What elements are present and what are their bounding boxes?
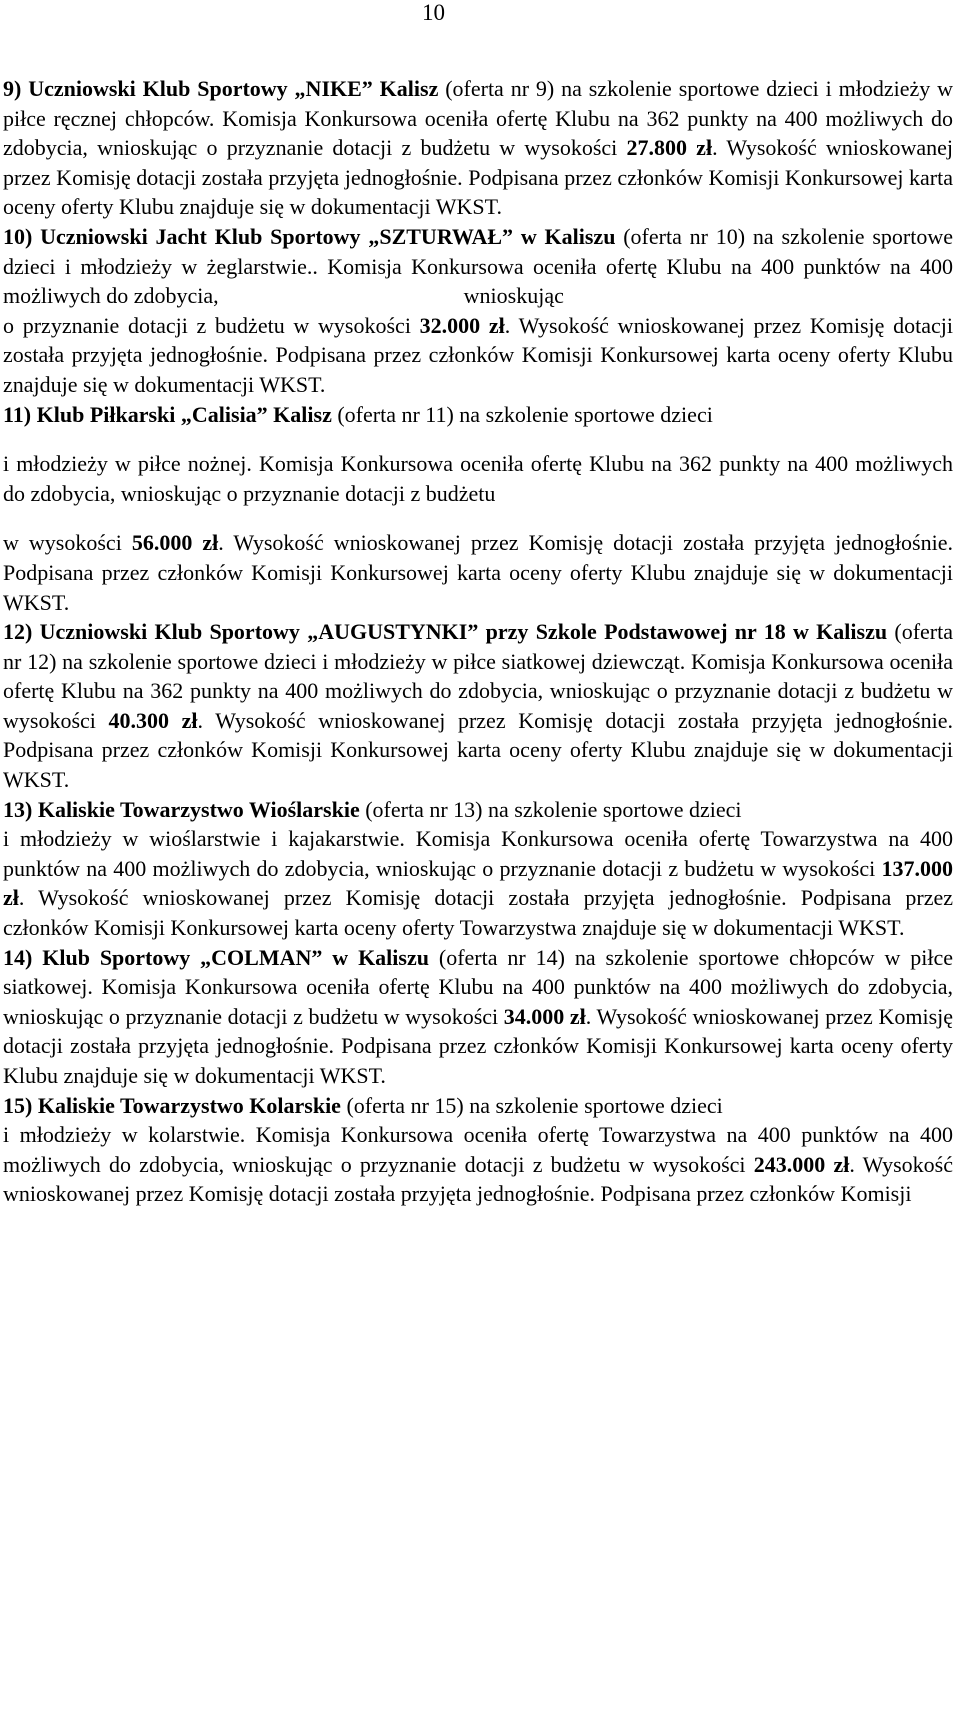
entry-amount: 243.000 zł	[753, 1151, 850, 1177]
entry-number: 15)	[3, 1092, 33, 1118]
entry-amount: 40.300 zł	[108, 707, 198, 733]
entry-text: (oferta nr 14) na szkolenie sportowe chłopców w piłce siatkowej. Komisja Konkursowa oceniła ofertę Klubu na 400 punktów na 400 możliwych do zdobycia, wnioskując o przyznanie dotacji z budżetu w wysokości	[3, 944, 953, 1029]
entry-text-end: . Wysokość wnioskowanej przez Komisję dotacji została przyjęta jednogłośnie. Podpisana przez członków Komisji	[3, 1151, 953, 1207]
entry-number: 13)	[3, 796, 33, 822]
entry-text: o przyznanie dotacji z budżetu w wysokości	[3, 312, 420, 338]
entry-club-name: Kaliskie Towarzystwo Wioślarskie	[37, 796, 360, 822]
entry-15	[3, 1091, 953, 1209]
entry-text: (oferta nr 15) na szkolenie sportowe dzieci	[340, 1092, 723, 1118]
entry-text-end: . Wysokość wnioskowanej przez Komisję dotacji została przyjęta jednogłośnie. Podpisana przez członków Komisji Konkursowej karta oceny oferty Klubu znajduje się w dokumentacji WKST.	[3, 1003, 954, 1088]
entry-11	[3, 400, 953, 618]
entry-club-name: Uczniowski Klub Sportowy „AUGUSTYNKI” przy Szkole Podstawowej nr 18 w Kaliszu	[39, 619, 888, 645]
entry-club-name: Uczniowski Klub Sportowy „NIKE” Kalisz	[28, 76, 439, 101]
entry-text: w wysokości	[3, 530, 132, 556]
document-body	[3, 74, 953, 1209]
entry-amount: 137.000 zł	[3, 855, 953, 911]
entry-text: wnioskując	[463, 283, 564, 309]
entry-text-end: . Wysokość wnioskowanej przez Komisję dotacji została przyjęta jednogłośnie. Podpisana przez członków Komisji Konkursowej karta oceny oferty Klubu znajduje się w dokumentacji WKST.	[3, 707, 953, 793]
entry-9	[3, 74, 953, 222]
entry-amount: 34.000 zł	[503, 1003, 586, 1029]
entry-14	[3, 943, 953, 1091]
entry-13	[3, 795, 953, 943]
entry-text: (oferta nr 13) na szkolenie sportowe dzieci	[359, 796, 742, 822]
entry-text: i młodzieży w wioślarstwie i kajakarstwie. Komisja Konkursowa oceniła ofertę Towarzystwa na 400 punktów na 400 możliwych do zdobycia, wnioskując o przyznanie dotacji z budżetu w wysokości	[3, 826, 953, 881]
entry-number: 10)	[3, 223, 33, 249]
page-number: 10	[422, 0, 445, 25]
entry-text-end: . Wysokość wnioskowanej przez Komisję dotacji została przyjęta jednogłośnie. Podpisana przez członków Komisji Konkursowej karta oceny oferty Klubu znajduje się w dokumentacji WKST.	[3, 312, 953, 397]
entry-amount: 27.800 zł	[626, 135, 713, 161]
entry-club-name: Klub Piłkarski „Calisia” Kalisz	[36, 401, 332, 427]
entry-text: (oferta nr 12) na szkolenie sportowe dzieci i młodzieży w piłce siatkowej dziewcząt. Komisja Konkursowa oceniła ofertę Klubu na 362 punkty na 400 możliwych do zdobycia, wnioskując o przyznanie dotacji z budżetu w wysokości	[3, 619, 953, 733]
entry-amount: 32.000 zł	[419, 312, 505, 338]
entry-number: 12)	[3, 619, 33, 645]
entry-club-name: Kaliskie Towarzystwo Kolarskie	[37, 1092, 341, 1118]
entry-text: (oferta nr 10) na szkolenie sportowe dzieci i młodzieży w żeglarstwie.. Komisja Konkursowa oceniła ofertę Klubu na 400 punktów na 400 możliwych do zdobycia,	[3, 223, 953, 309]
entry-text: (oferta nr 9) na szkolenie sportowe dzieci i młodzieży w piłce ręcznej chłopców. Komisja Konkursowa oceniła ofertę Klubu na 362 punkty na 400 możliwych do zdobycia, wnioskując o przyznanie dotacji z budżetu w wysokości	[3, 76, 954, 161]
entry-text-end: . Wysokość wnioskowanej przez Komisję dotacji została przyjęta jednogłośnie. Podpisana przez członków Komisji Konkursowej karta oceny oferty Klubu znajduje się w dokumentacji WKST.	[3, 135, 954, 220]
entry-text-end: . Wysokość wnioskowanej przez Komisję dotacji została przyjęta jednogłośnie. Podpisana przez członków Komisji Konkursowej karta oceny oferty Klubu znajduje się w dokumentacji WKST.	[3, 530, 953, 615]
entry-number: 14)	[3, 944, 33, 970]
entry-12	[3, 617, 953, 795]
entry-club-name: Uczniowski Jacht Klub Sportowy „SZTURWAŁ” w Kaliszu	[40, 223, 616, 249]
entry-text: i młodzieży w piłce nożnej. Komisja Konkursowa oceniła ofertę Klubu na 362 punkty na 400 możliwych do zdobycia, wnioskując o przyznanie dotacji z budżetu	[3, 451, 953, 506]
entry-club-name: Klub Sportowy „COLMAN” w Kaliszu	[42, 944, 429, 970]
entry-number: 11)	[3, 401, 32, 427]
entry-10	[3, 222, 953, 400]
entry-text: i młodzieży w kolarstwie. Komisja Konkursowa oceniła ofertę Towarzystwa na 400 punktów na 400 możliwych do zdobycia, wnioskując o przyznanie dotacji z budżetu w wysokości	[3, 1122, 953, 1177]
entry-text-end: . Wysokość wnioskowanej przez Komisję dotacji została przyjęta jednogłośnie. Podpisana przez członków Komisji Konkursowej karta oceny oferty Towarzystwa znajduje się w dokumentacji WKST.	[3, 885, 953, 941]
entry-text: (oferta nr 11) na szkolenie sportowe dzieci	[331, 401, 713, 427]
entry-amount: 56.000 zł	[131, 530, 219, 556]
entry-number: 9)	[3, 76, 22, 101]
